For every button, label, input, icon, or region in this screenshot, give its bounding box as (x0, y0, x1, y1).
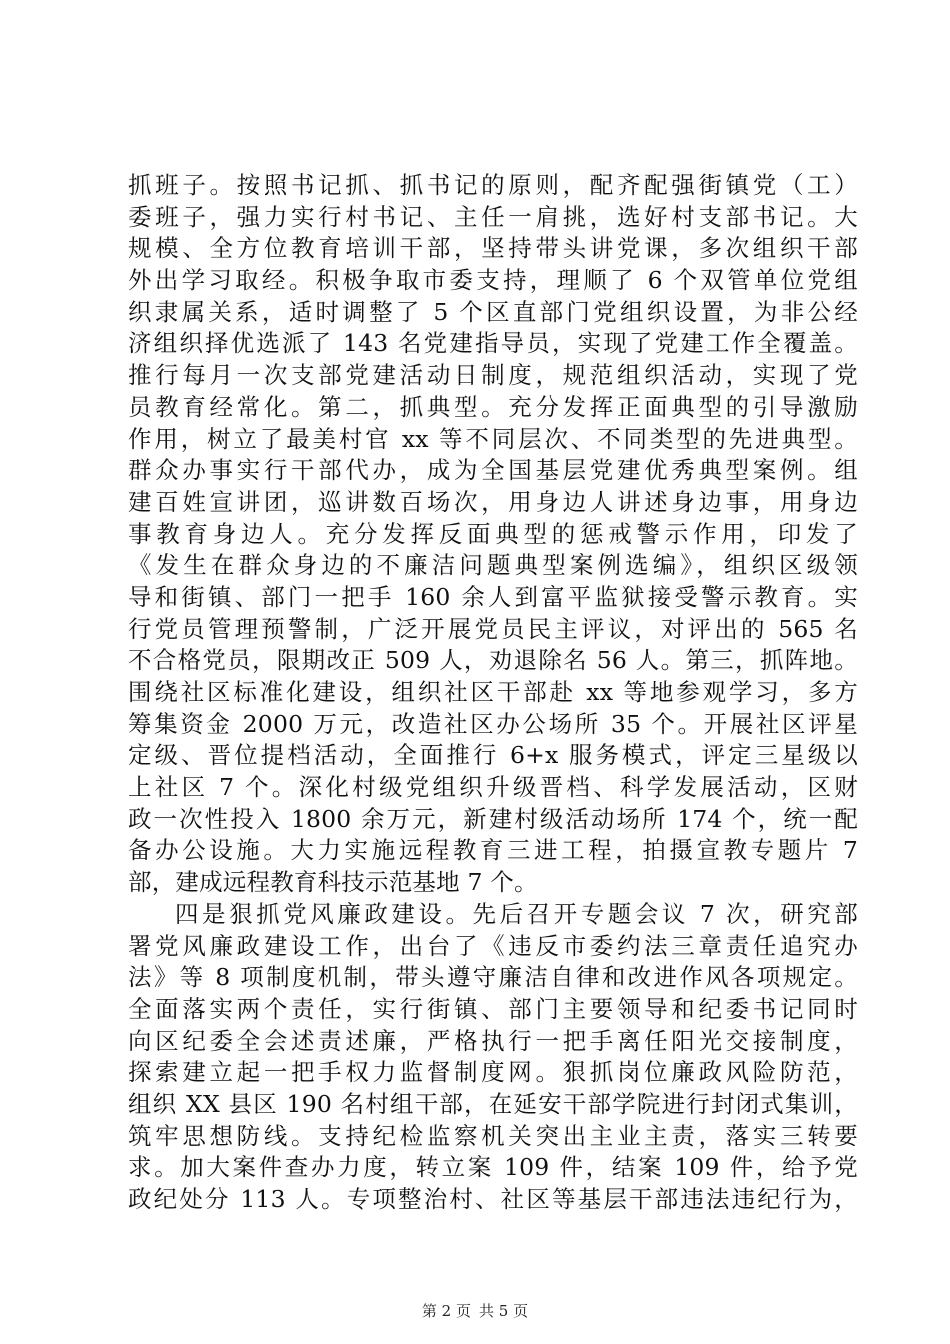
text-line: 济组织择优选派了 143 名党建指导员，实现了党建工作全覆盖。 (128, 329, 858, 358)
text-line: 政纪处分 113 人。专项整治村、社区等基层干部违法违纪行为， (128, 1185, 858, 1213)
text-line: 《发生在群众身边的不廉洁问题典型案例选编》，组织区级领 (128, 551, 858, 580)
text-line: 导和街镇、部门一把手 160 余人到富平监狱接受警示教育。实 (128, 582, 858, 611)
text-line: 法》等 8 项制度机制，带头遵守廉洁自律和改进作风各项规定。 (128, 963, 858, 992)
text-line: 上社区 7 个。深化村级党组织升级晋档、科学发展活动，区财 (128, 773, 858, 802)
text-line: 规模、全方位教育培训干部，坚持带头讲党课，多次组织干部 (128, 234, 858, 263)
text-line: 围绕社区标准化建设，组织社区干部赴 xx 等地参观学习，多方 (128, 678, 858, 706)
text-line: 筑牢思想防线。支持纪检监察机关突出主业主责，落实三转要 (128, 1121, 858, 1150)
text-line: 事教育身边人。充分发挥反面典型的惩戒警示作用，印发了 (128, 519, 858, 548)
text-line: 抓班子。按照书记抓、抓书记的原则，配齐配强街镇党（工） (128, 171, 858, 199)
page-total: 共 5 页 (479, 1302, 529, 1320)
text-line: 求。加大案件查办力度，转立案 109 件，结案 109 件，给予党 (128, 1153, 858, 1182)
text-line: 向区纪委全会述责述廉，严格执行一把手离任阳光交接制度， (128, 1026, 858, 1055)
text-line: 推行每月一次支部党建活动日制度，规范组织活动，实现了党 (128, 361, 858, 390)
text-line: 组织 XX 县区 190 名村组干部，在延安干部学院进行封闭式集训， (128, 1089, 858, 1118)
paragraph-start-line: 四是狠抓党风廉政建设。先后召开专题会议 7 次，研究部 (175, 899, 858, 928)
text-line: 署党风廉政建设工作，出台了《违反市委约法三章责任追究办 (128, 931, 858, 960)
text-line: 建百姓宣讲团，巡讲数百场次，用身边人讲述身边事，用身边 (128, 487, 858, 516)
text-line: 部，建成远程教育科技示范基地 7 个。 (128, 868, 538, 897)
text-line: 群众办事实行干部代办，成为全国基层党建优秀典型案例。组 (128, 456, 858, 485)
text-line: 员教育经常化。第二，抓典型。充分发挥正面典型的引导激励 (128, 392, 858, 421)
text-line: 外出学习取经。积极争取市委支持，理顺了 6 个双管单位党组 (128, 266, 858, 295)
page-footer (0, 1301, 950, 1321)
body-text (128, 170, 858, 1216)
text-line: 织隶属关系，适时调整了 5 个区直部门党组织设置，为非公经 (128, 297, 858, 326)
page-number: 第 2 页 (421, 1302, 471, 1320)
text-line: 委班子，强力实行村书记、主任一肩挑，选好村支部书记。大 (128, 202, 858, 231)
text-line: 政一次性投入 1800 余万元，新建村级活动场所 174 个，统一配 (128, 804, 858, 833)
text-line: 备办公设施。大力实施远程教育三进工程，拍摄宣教专题片 7 (128, 836, 858, 865)
text-line: 不合格党员，限期改正 509 人，劝退除名 56 人。第三，抓阵地。 (128, 646, 858, 675)
text-line: 作用，树立了最美村官 xx 等不同层次、不同类型的先进典型。 (128, 424, 858, 453)
text-line: 定级、晋位提档活动，全面推行 6+x 服务模式，评定三星级以 (128, 741, 858, 770)
text-line: 行党员管理预警制，广泛开展党员民主评议，对评出的 565 名 (128, 614, 858, 643)
text-line: 筹集资金 2000 万元，改造社区办公场所 35 个。开展社区评星 (128, 709, 858, 738)
text-line: 探索建立起一把手权力监督制度网。狠抓岗位廉政风险防范， (128, 1058, 858, 1087)
text-line: 全面落实两个责任，实行街镇、部门主要领导和纪委书记同时 (128, 994, 858, 1023)
